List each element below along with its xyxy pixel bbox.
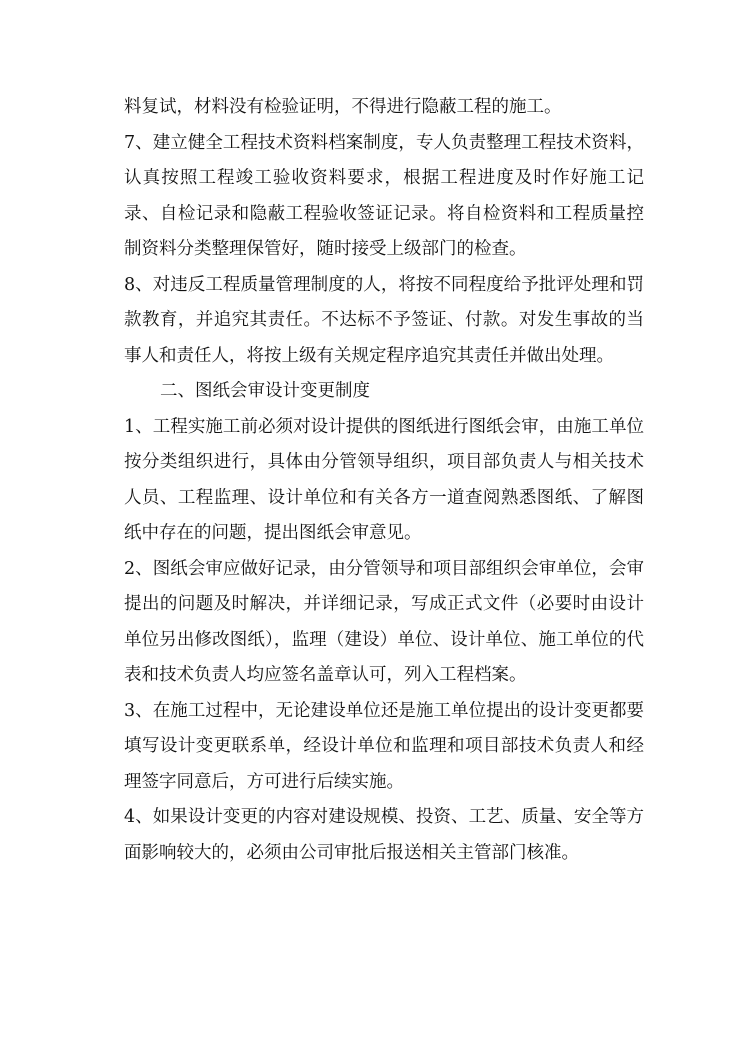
paragraph-review-item-4: 4、如果设计变更的内容对建设规模、投资、工艺、质量、安全等方面影响较大的，必须由公司审批后报送相关主管部门核准。 bbox=[124, 807, 644, 863]
paragraph-material-retest: 料复试，材料没有检验证明，不得进行隐蔽工程的施工。 bbox=[124, 97, 562, 117]
paragraph-item-7: 7、建立健全工程技术资料档案制度，专人负责整理工程技术资料，认真按照工程竣工验收资料要求，根据工程进度及时作好施工记录、自检记录和隐蔽工程验收签证记录。将自检资料和工程质量控制资料分类整理保管好，随时接受上级部门的检查。 bbox=[124, 132, 644, 259]
paragraph-review-item-2: 2、图纸会审应做好记录，由分管领导和项目部组织会审单位，会审提出的问题及时解决，并详细记录，写成正式文件（必要时由设计单位另出修改图纸），监理（建设）单位、设计单位、施工单位的代表和技术负责人均应签名盖章认可，列入工程档案。 bbox=[124, 558, 644, 685]
paragraph-review-item-1: 1、工程实施工前必须对设计提供的图纸进行图纸会审，由施工单位按分类组织进行，具体由分管领导组织，项目部负责人与相关技术人员、工程监理、设计单位和有关各方一道查阅熟悉图纸、了解图纸中存在的问题，提出图纸会审意见。 bbox=[124, 416, 644, 543]
section-heading-drawing-review: 二、图纸会审设计变更制度 bbox=[160, 381, 370, 401]
document-body bbox=[124, 90, 644, 871]
paragraph-item-8: 8、对违反工程质量管理制度的人，将按不同程度给予批评处理和罚款教育，并追究其责任。不达标不予签证、付款。对发生事故的当事人和责任人，将按上级有关规定程序追究其责任并做出处理。 bbox=[124, 274, 644, 366]
paragraph-review-item-3: 3、在施工过程中，无论建设单位还是施工单位提出的设计变更都要填写设计变更联系单，经设计单位和监理和项目部技术负责人和经理签字同意后，方可进行后续实施。 bbox=[124, 700, 644, 792]
